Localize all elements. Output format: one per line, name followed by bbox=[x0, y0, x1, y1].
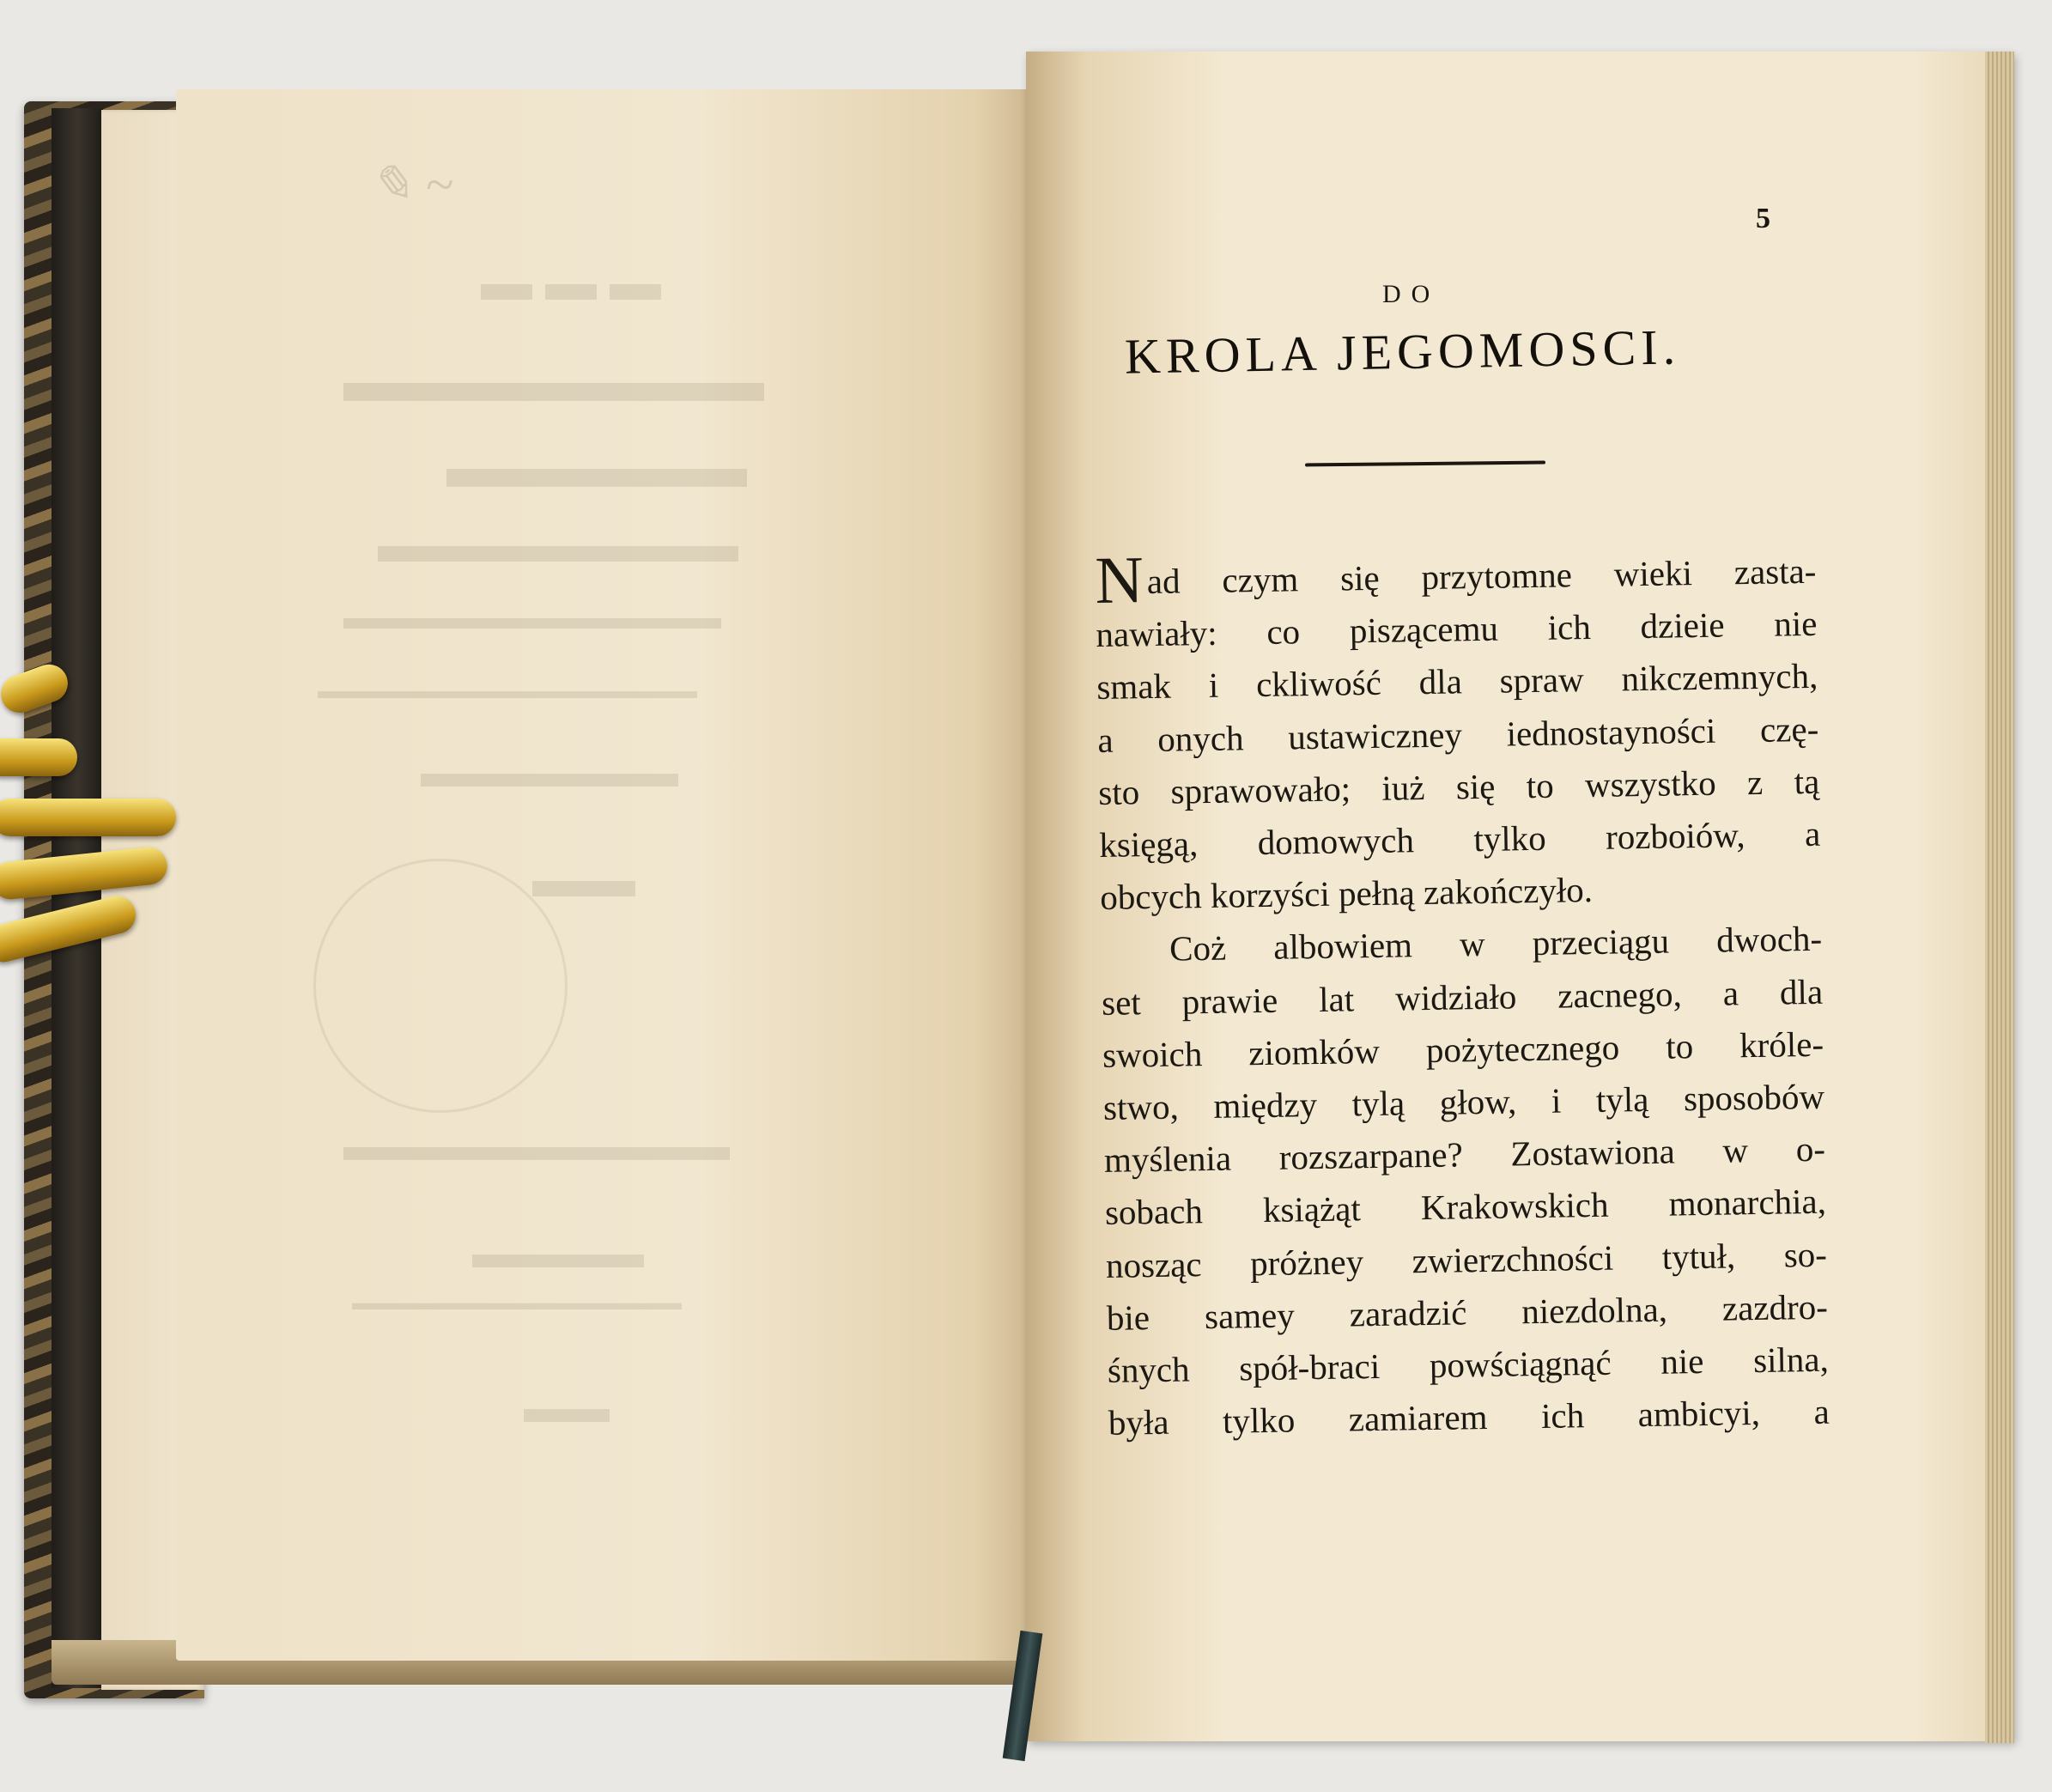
text-line: smak i ckliwość dla spraw nikczemnych, bbox=[1096, 656, 1818, 708]
show-through-line: ▬ ▬ ▬ bbox=[481, 254, 661, 311]
text-line: swoich ziomków pożytecznego to króle- bbox=[1102, 1024, 1824, 1075]
text-line: sto sprawowało; iuż się to wszystko z tą bbox=[1097, 761, 1820, 812]
text-line: sobach książąt Krakowskich monarchia, bbox=[1104, 1182, 1827, 1233]
show-through-line: ▬▬▬▬ bbox=[472, 1229, 644, 1277]
show-through-line: ▬▬▬▬▬▬▬▬▬ bbox=[343, 1121, 730, 1169]
text-line: obcych korzyści pełną zakończyło. bbox=[1099, 870, 1594, 918]
pencil-signature: ✎ ~ bbox=[369, 156, 453, 213]
page-fore-edge bbox=[1985, 52, 2014, 1743]
text-line: śnych spół-braci powściągnąć nie silna, bbox=[1107, 1339, 1830, 1390]
text-line: księgą, domowych tylko rozboiów, a bbox=[1098, 813, 1821, 865]
body-text bbox=[1094, 542, 1830, 1450]
heading-small: DO bbox=[1382, 280, 1441, 308]
show-through-line: ▬▬▬▬▬▬▬ bbox=[378, 516, 738, 573]
show-through-line: ▬▬▬▬▬▬▬ bbox=[343, 349, 764, 415]
text-line: Coż albowiem w przeciągu dwoch- bbox=[1169, 919, 1823, 969]
text-line: nawiały: co piszącemu ich dzieie nie bbox=[1096, 604, 1818, 655]
show-through-line: ▬▬▬▬▬▬▬▬▬▬▬ bbox=[343, 598, 721, 636]
text-line: Nad czym się przytomne wieki zasta- bbox=[1094, 542, 1817, 617]
page-number: 5 bbox=[1756, 203, 1770, 234]
show-through-line: ▬▬ bbox=[524, 1383, 610, 1431]
text-line: była tylko zamiarem ich ambicyi, a bbox=[1108, 1391, 1830, 1443]
show-through-line: ▬▬▬▬▬ bbox=[446, 434, 747, 501]
text-line: myślenia rozszarpane? Zostawiona w o- bbox=[1103, 1128, 1826, 1181]
show-through-vignette bbox=[313, 859, 568, 1113]
show-through-line: ▬▬▬▬▬▬▬▬▬▬▬▬▬▬▬▬ bbox=[352, 1292, 682, 1315]
show-through-line: ▬▬ bbox=[532, 851, 635, 908]
brass-page-holder bbox=[0, 670, 180, 979]
text-line: nosząc próżney zwierzchności tytuł, so- bbox=[1105, 1234, 1828, 1285]
text-line: a onych ustawiczney iednostayności czę- bbox=[1096, 708, 1819, 760]
show-through-line: ▬▬▬▬▬▬ bbox=[421, 748, 678, 796]
heading-title: KROLA JEGOMOSCI. bbox=[1124, 319, 1681, 385]
text-line: stwo, między tylą głow, i tylą sposobów bbox=[1102, 1076, 1825, 1127]
show-through-line: ▬▬▬▬▬▬▬▬▬▬▬▬▬▬▬▬▬ bbox=[318, 678, 697, 703]
text-line: bie samey zaradzić niezdolna, zazdro- bbox=[1106, 1286, 1829, 1338]
drop-cap: N bbox=[1094, 542, 1144, 617]
text-line: set prawie lat widziało zacnego, a dla bbox=[1101, 971, 1824, 1023]
